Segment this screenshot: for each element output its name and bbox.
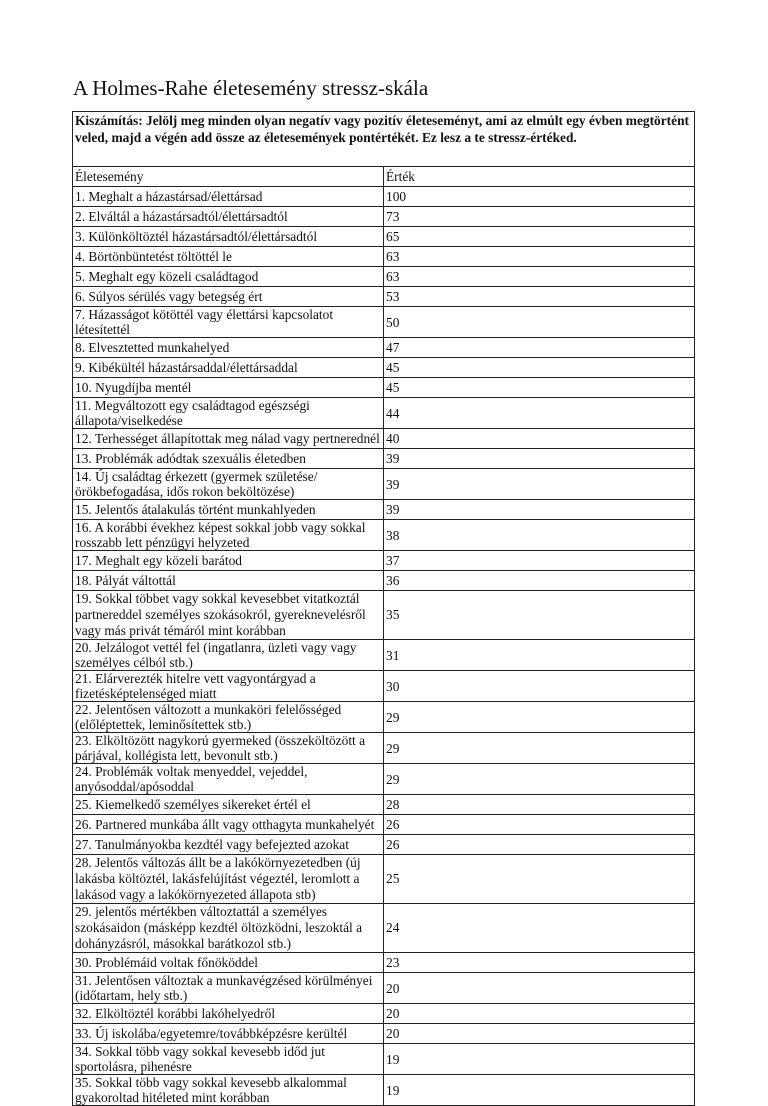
life-event-cell: 22. Jelentősen változott a munkaköri felelősséged (előléptettek, leminősítettek stb.) xyxy=(73,702,384,733)
life-event-cell: 4. Börtönbüntetést töltöttél le xyxy=(73,247,384,267)
life-event-cell: 14. Új családtag érkezett (gyermek születése/örökbefogadása, idős rokon beköltözése) xyxy=(73,469,384,500)
table-row xyxy=(73,815,695,835)
event-value-cell: 26 xyxy=(384,835,695,855)
event-value-cell: 63 xyxy=(384,247,695,267)
table-row xyxy=(73,227,695,247)
event-value-cell: 20 xyxy=(384,973,695,1004)
life-event-cell: 35. Sokkal több vagy sokkal kevesebb alkalommal gyakoroltad hitéleted mint korábban xyxy=(73,1075,384,1106)
table-row xyxy=(73,571,695,591)
table-row xyxy=(73,591,695,640)
table-row xyxy=(73,1075,695,1106)
life-event-cell: 12. Terhességet állapítottak meg nálad vagy pertnerednél xyxy=(73,429,384,449)
event-value-cell: 20 xyxy=(384,1024,695,1044)
event-value-cell: 100 xyxy=(384,187,695,207)
life-event-cell: 23. Elköltözött nagykorú gyermeked (összeköltözött a párjával, kollégista lett, bevonult stb.) xyxy=(73,733,384,764)
life-event-cell: 30. Problémáid voltak főnököddel xyxy=(73,953,384,973)
event-value-cell: 39 xyxy=(384,449,695,469)
event-value-cell: 38 xyxy=(384,520,695,551)
table-row xyxy=(73,398,695,429)
table-row xyxy=(73,855,695,904)
stress-scale-table xyxy=(72,111,695,1106)
event-value-cell: 19 xyxy=(384,1075,695,1106)
table-row xyxy=(73,207,695,227)
table-row xyxy=(73,449,695,469)
event-value-cell: 39 xyxy=(384,469,695,500)
event-value-cell: 23 xyxy=(384,953,695,973)
event-value-cell: 53 xyxy=(384,287,695,307)
table-row xyxy=(73,795,695,815)
life-event-cell: 16. A korábbi évekhez képest sokkal jobb vagy sokkal rosszabb lett pénzügyi helyzeted xyxy=(73,520,384,551)
event-value-cell: 47 xyxy=(384,338,695,358)
life-event-cell: 33. Új iskolába/egyetemre/továbbképzésre kerültél xyxy=(73,1024,384,1044)
life-event-cell: 21. Elárverezték hitelre vett vagyontárgyad a fizetésképtelenséged miatt xyxy=(73,671,384,702)
table-row xyxy=(73,1024,695,1044)
life-event-cell: 9. Kibékültél házastársaddal/élettársaddal xyxy=(73,358,384,378)
instructions-text: Kiszámítás: Jelölj meg minden olyan negatív vagy pozitív életeseményt, ami az elmúlt egy évben megtörtént veled, majd a végén add össze az életesemények pontértékét. Ez lesz a te stressz-értéked. xyxy=(73,112,695,167)
table-row xyxy=(73,551,695,571)
table-row xyxy=(73,187,695,207)
life-event-cell: 1. Meghalt a házastársad/élettársad xyxy=(73,187,384,207)
event-value-cell: 25 xyxy=(384,855,695,904)
event-value-cell: 35 xyxy=(384,591,695,640)
life-event-cell: 15. Jelentős átalakulás történt munkahlyeden xyxy=(73,500,384,520)
life-event-cell: 18. Pályát váltottál xyxy=(73,571,384,591)
life-event-cell: 19. Sokkal többet vagy sokkal kevesebbet vitatkoztál partnereddel személyes szokásokról, gyereknevelésről vagy más privát témáról mint korábban xyxy=(73,591,384,640)
life-event-cell: 5. Meghalt egy közeli családtagod xyxy=(73,267,384,287)
table-row xyxy=(73,267,695,287)
life-event-cell: 6. Súlyos sérülés vagy betegség ért xyxy=(73,287,384,307)
table-row xyxy=(73,973,695,1004)
event-value-cell: 28 xyxy=(384,795,695,815)
life-event-cell: 24. Problémák voltak menyeddel, vejeddel, anyósoddal/apósoddal xyxy=(73,764,384,795)
table-row xyxy=(73,702,695,733)
life-event-cell: 34. Sokkal több vagy sokkal kevesebb időd jut sportolásra, pihenésre xyxy=(73,1044,384,1075)
table-row xyxy=(73,764,695,795)
event-column-header: Életesemény xyxy=(73,167,384,187)
life-event-cell: 20. Jelzálogot vettél fel (ingatlanra, üzleti vagy vagy személyes célból stb.) xyxy=(73,640,384,671)
table-row xyxy=(73,640,695,671)
event-value-cell: 40 xyxy=(384,429,695,449)
event-value-cell: 29 xyxy=(384,764,695,795)
table-row xyxy=(73,378,695,398)
table-row xyxy=(73,307,695,338)
table-row xyxy=(73,358,695,378)
life-event-cell: 7. Házasságot kötöttél vagy élettársi kapcsolatot létesítettél xyxy=(73,307,384,338)
life-event-cell: 13. Problémák adódtak szexuális életedben xyxy=(73,449,384,469)
event-value-cell: 26 xyxy=(384,815,695,835)
value-column-header: Érték xyxy=(384,167,695,187)
table-row xyxy=(73,247,695,267)
table-row xyxy=(73,429,695,449)
life-event-cell: 31. Jelentősen változtak a munkavégzésed körülményei (időtartam, hely stb.) xyxy=(73,973,384,1004)
table-row xyxy=(73,520,695,551)
table-row xyxy=(73,671,695,702)
table-row xyxy=(73,469,695,500)
life-event-cell: 11. Megváltozott egy családtagod egészségi állapota/viselkedése xyxy=(73,398,384,429)
event-value-cell: 39 xyxy=(384,500,695,520)
life-event-cell: 2. Elváltál a házastársadtól/élettársadtól xyxy=(73,207,384,227)
table-row xyxy=(73,338,695,358)
event-value-cell: 29 xyxy=(384,733,695,764)
event-value-cell: 24 xyxy=(384,904,695,953)
life-event-cell: 27. Tanulmányokba kezdtél vagy befejezted azokat xyxy=(73,835,384,855)
life-event-cell: 17. Meghalt egy közeli barátod xyxy=(73,551,384,571)
event-value-cell: 50 xyxy=(384,307,695,338)
life-event-cell: 25. Kiemelkedő személyes sikereket értél el xyxy=(73,795,384,815)
event-value-cell: 73 xyxy=(384,207,695,227)
event-value-cell: 29 xyxy=(384,702,695,733)
life-event-cell: 8. Elvesztetted munkahelyed xyxy=(73,338,384,358)
event-value-cell: 30 xyxy=(384,671,695,702)
table-row xyxy=(73,1044,695,1075)
life-event-cell: 3. Különköltöztél házastársadtól/élettársadtól xyxy=(73,227,384,247)
event-value-cell: 65 xyxy=(384,227,695,247)
table-row xyxy=(73,953,695,973)
event-value-cell: 63 xyxy=(384,267,695,287)
life-event-cell: 26. Partnered munkába állt vagy otthagyta munkahelyét xyxy=(73,815,384,835)
life-event-cell: 32. Elköltöztél korábbi lakóhelyedről xyxy=(73,1004,384,1024)
event-value-cell: 37 xyxy=(384,551,695,571)
table-row xyxy=(73,287,695,307)
table-row xyxy=(73,1004,695,1024)
table-row xyxy=(73,500,695,520)
event-value-cell: 36 xyxy=(384,571,695,591)
event-value-cell: 31 xyxy=(384,640,695,671)
document-title: A Holmes-Rahe életesemény stressz-skála xyxy=(73,76,429,100)
event-value-cell: 19 xyxy=(384,1044,695,1075)
instructions-row xyxy=(73,112,695,167)
event-value-cell: 20 xyxy=(384,1004,695,1024)
table-header-row xyxy=(73,167,695,187)
life-event-cell: 28. Jelentős változás állt be a lakókörnyezetedben (új lakásba költöztél, lakásfelújítást végeztél, leromlott a lakásod vagy a lakókörnyezeted állapota stb) xyxy=(73,855,384,904)
life-event-cell: 10. Nyugdíjba mentél xyxy=(73,378,384,398)
event-value-cell: 45 xyxy=(384,378,695,398)
life-event-cell: 29. jelentős mértékben változtattál a személyes szokásaidon (másképp kezdtél öltözködni, leszoktál a dohányzásról, másokkal barátkozol stb.) xyxy=(73,904,384,953)
table-row xyxy=(73,733,695,764)
event-value-cell: 44 xyxy=(384,398,695,429)
event-value-cell: 45 xyxy=(384,358,695,378)
table-row xyxy=(73,835,695,855)
table-row xyxy=(73,904,695,953)
